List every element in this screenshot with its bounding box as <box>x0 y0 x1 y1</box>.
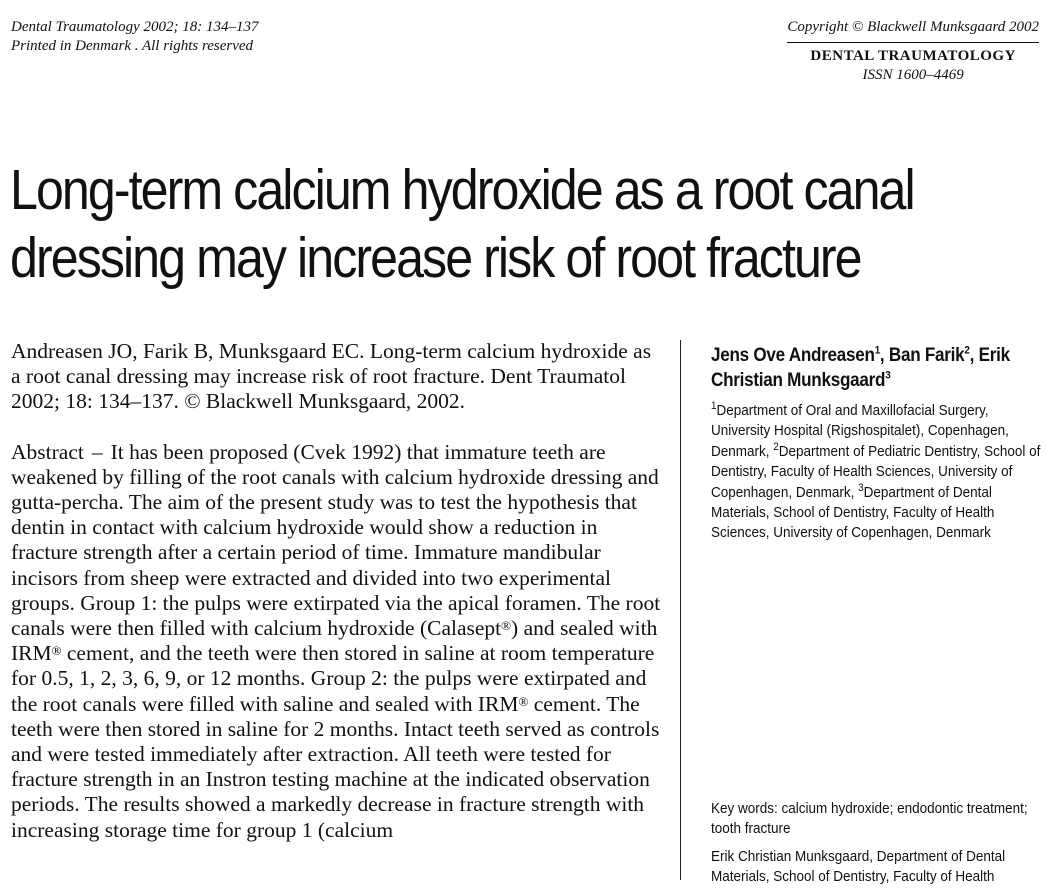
citation: Andreasen JO, Farik B, Munksgaard EC. Long-term calcium hydroxide as a root canal dressing may increase risk of root fracture. Dent Traumatol 2002; 18: 134–137. © Blackwell Munksgaard, 2002. <box>11 339 652 414</box>
affiliation-superscript: 1 <box>711 400 717 412</box>
author-superscript: 1 <box>874 344 880 357</box>
affiliation-text: Department of Dental Materials, School of Dentistry, Faculty of Health Sciences, University of Copenhagen, Denmark <box>711 483 995 542</box>
registered-mark: ® <box>501 618 512 634</box>
affiliation-text: Department of Pediatric Dentistry, School of Dentistry, Faculty of Health Sciences, University of Copenhagen, Denmark, <box>711 442 1041 501</box>
affiliation-superscript: 2 <box>773 440 779 453</box>
title-line-1: Long-term calcium hydroxide as a root canal <box>10 158 914 222</box>
abstract <box>11 440 661 843</box>
registered-mark: ® <box>51 643 62 659</box>
title-line-2: dressing may increase risk of root fracture <box>10 226 861 290</box>
running-header-left <box>11 18 259 56</box>
abstract-label: Abstract <box>11 439 84 464</box>
copyright-line: Copyright © Blackwell Munksgaard 2002 <box>787 18 1039 43</box>
main-column <box>11 339 661 843</box>
registered-mark: ® <box>518 693 529 709</box>
author-separator: , <box>879 345 889 366</box>
running-header-right <box>787 18 1039 85</box>
journal-name: DENTAL TRAUMATOLOGY <box>810 48 1016 64</box>
author-list <box>711 343 1040 393</box>
printed-in-note: Printed in Denmark . All rights reserved <box>11 38 254 54</box>
affiliation-text: Department of Oral and Maxillofacial Surgery, University Hospital (Rigshospitalet), Copenhagen, Denmark, <box>711 402 1009 460</box>
author-separator: , <box>969 345 979 366</box>
affiliations <box>711 401 1040 544</box>
author-superscript: 2 <box>964 344 970 357</box>
keywords: Key words: calcium hydroxide; endodontic treatment; tooth fracture <box>711 800 1028 838</box>
author-name: Ban Farik <box>888 345 965 366</box>
affiliation-superscript: 3 <box>858 481 864 494</box>
issn: ISSN 1600–4469 <box>862 67 964 83</box>
abstract-dash: – <box>91 439 103 464</box>
author-column <box>711 343 1041 544</box>
article-title <box>10 156 916 292</box>
abstract-text-1: It has been proposed (Cvek 1992) that immature teeth are weakened by filling of the root canals with calcium hydroxide dressing and gutta-percha. The aim of the present study was to test the hypothesis that dentin in contact with calcium hydroxide would show a reduction in fracture strength after a certain period of time. Immature mandibular incisors from sheep were extracted and divided into two experimental groups. Group 1: the pulps were extirpated via the apical foramen. The root canals were then filled with calcium hydroxide (Calasept <box>11 439 661 641</box>
author-name: Erik Christian Munksgaard <box>711 345 1010 391</box>
journal-block <box>787 47 1039 85</box>
abstract-text-3: cement, and the teeth were then stored in saline at room temperature for 0.5, 1, 2, 3, 6, 9, or 12 months. Group 2: the pulps were extirpated and the root canals were filled with saline and sealed with IRM <box>11 641 655 716</box>
column-divider <box>680 340 681 880</box>
correspondence-address: Erik Christian Munksgaard, Department of Dental Materials, School of Dentistry, Faculty of Health <box>711 848 1006 886</box>
journal-citation: Dental Traumatology 2002; 18: 134–137 <box>11 19 259 35</box>
abstract-text-2: ) and sealed with IRM <box>11 616 658 666</box>
abstract-text-4: cement. The teeth were then stored in saline for 2 months. Intact teeth served as controls and were tested immediately after extraction. All teeth were tested for fracture strength in an Instron testing machine at the indicated observation periods. The results showed a markedly decrease in fracture strength with increasing storage time for group 1 (calcium <box>11 691 660 842</box>
author-name: Jens Ove Andreasen <box>711 345 875 366</box>
author-superscript: 3 <box>885 369 891 382</box>
